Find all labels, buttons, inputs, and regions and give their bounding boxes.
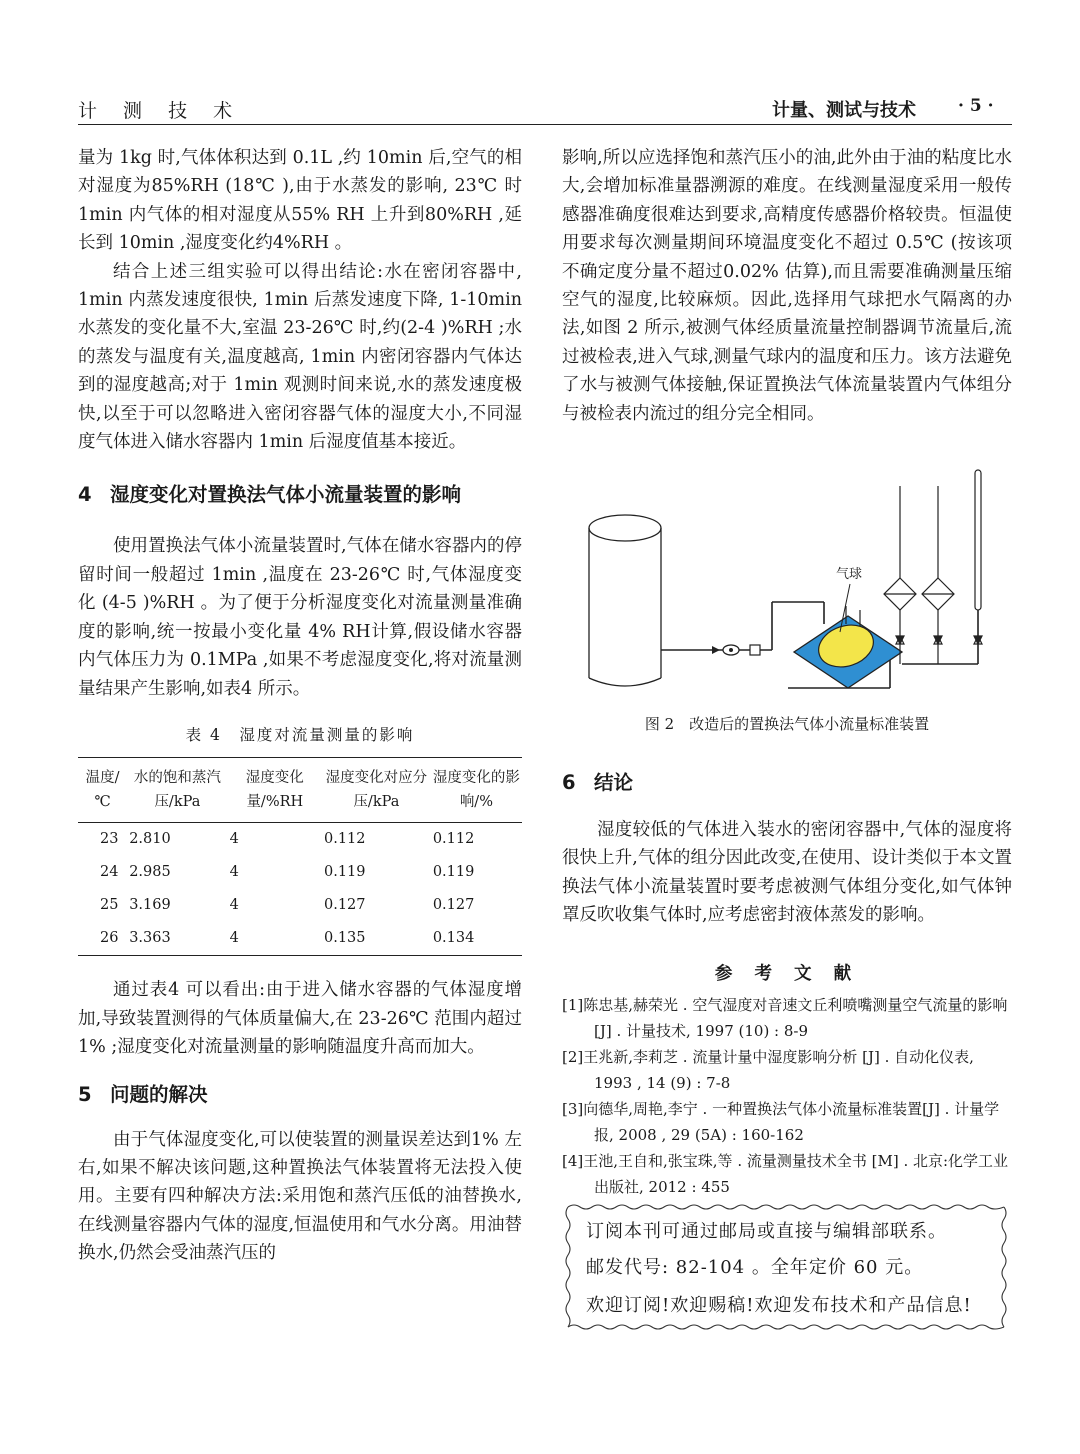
balloon-container (794, 606, 902, 688)
figure-label-balloon: 气球 (836, 567, 863, 582)
table-cell: 3.169 (129, 897, 171, 914)
table-header-cell: 湿度变化对应分压/kPa (322, 758, 431, 823)
section-heading-5 (78, 1080, 522, 1110)
references-title: 参 考 文 献 (714, 963, 860, 984)
table-cell: 26 (78, 922, 127, 956)
subscription-line: 欢迎订阅!欢迎赐稿!欢迎发布技术和产品信息! (586, 1295, 972, 1316)
table-header-cell: 水的饱和蒸汽压/kPa (127, 758, 227, 823)
table-cell: 4 (228, 922, 322, 956)
subscription-line: 订阅本刊可通过邮局或直接与编辑部联系。 (586, 1221, 947, 1242)
table-row (78, 856, 522, 889)
section-title: 问题的解决 (110, 1082, 208, 1106)
table-cell: 0.119 (432, 864, 475, 881)
table-caption: 表 4 湿度对流量测量的影响 (185, 725, 415, 744)
table-header-row (78, 758, 522, 823)
table-cell: 4 (229, 864, 239, 881)
section-title: 结论 (594, 771, 634, 794)
right-column-top (562, 144, 1012, 428)
section-title: 湿度变化对置换法气体小流量装置的影响 (110, 483, 462, 507)
subscription-box (564, 1203, 1008, 1331)
reference-item: [2]王兆新,李莉芝 . 流量计量中湿度影响分析 [J] . 自动化仪表, 1993 , 14 (9) : 7-8 (562, 1048, 974, 1093)
table-cell: 2.985 (129, 864, 171, 881)
thermometer (975, 470, 981, 610)
paragraph: 通过表4 可以看出:由于进入储水容器的气体湿度增加,导致装置测得的气体质量偏大,在 23-26℃ 范围内超过 1% ;湿度变化对流量测量的影响随温度升高而加大。 (78, 980, 522, 1058)
table-cell: 0.127 (432, 897, 475, 914)
paragraph: 使用置换法气体小流量装置时,气体在储水容器内的停留时间一般超过 1min ,温度在 23-26℃ 时,气体湿度变化 (4-5 )%RH 。为了便于分析湿度变化对流量测量准确度的影响,统一按最小变化量 4% RH计算,假设储水容器内气体压力为 0.1MPa ,如果不考虑湿度变化,将对流量测量结果产生影响,如表4 所示。 (78, 536, 522, 699)
left-column (78, 144, 522, 1268)
section-number: 4 (78, 483, 92, 507)
pressure-gauges (884, 486, 982, 664)
table-row (78, 889, 522, 922)
paragraph: 量为 1kg 时,气体体积达到 0.1L ,约 10min 后,空气的相对湿度为85%RH (18℃ ),由于水蒸发的影响, 23℃ 时 1min 内气体的相对湿度从55% RH 上升到80%RH ,延长到 10min ,湿度变化约4%RH 。 (78, 148, 522, 254)
table-cell: 0.127 (324, 897, 366, 914)
table-header-cell: 湿度变化的影响/% (431, 758, 522, 823)
table-cell: 3.363 (127, 922, 227, 956)
section-number: 6 (562, 771, 576, 794)
table-cell: 0.134 (431, 922, 522, 956)
table-header-cell: 温度/℃ (78, 758, 127, 823)
table-cell: 0.135 (322, 922, 431, 956)
figure-2-diagram (580, 466, 1000, 704)
table-cell: 4 (229, 897, 239, 914)
paragraph: 由于气体湿度变化,可以使装置的测量误差达到1% 左右,如果不解决该问题,这种置换法气体装置将无法投入使用。主要有四种解决方法:采用饱和蒸汽压低的油替换水,在线测量容器内气体的湿度,恒温使用和气水分离。用油替换水,仍然会受油蒸汽压的 (78, 1129, 522, 1264)
figure-caption: 图 2 改造后的置换法气体小流量标准装置 (644, 715, 930, 733)
subscription-line: 邮发代号: 82-104 。全年定价 60 元。 (586, 1257, 924, 1278)
water-tank (589, 515, 661, 686)
paragraph: 影响,所以应选择饱和蒸汽压小的油,此外由于油的粘度比水大,会增加标准量器溯源的难度。在线测量湿度采用一般传感器准确度很难达到要求,高精度传感器价格较贵。恒温使用要求每次测量期间环境温度变化不超过 0.5℃ (按该项不确定度分量不超过0.02% 估算),而且需要准确测量压缩空气的湿度,比较麻烦。因此,选择用气球把水气隔离的办法,如图 2 所示,被测气体经质量流量控制器调节流量后,流过被检表,进入气球,测量气球内的温度和压力。该方法避免了水与被测气体接触,保证置换法气体流量装置内气体组分与被检表内流过的组分完全相同。 (562, 148, 1012, 424)
table-cell: 25 (100, 897, 119, 914)
references-list (562, 992, 1012, 1200)
paragraph: 湿度较低的气体进入装水的密闭容器中,气体的湿度将很快上升,气体的组分因此改变,在使用、设计类似于本文置换法气体小流量装置时要考虑被测气体组分变化,如气体钟罩反吹收集气体时,应考虑密封液体蒸发的影响。 (562, 820, 1012, 926)
table-cell: 0.119 (324, 864, 366, 881)
table-body (78, 823, 522, 956)
table-row (78, 922, 522, 956)
reference-item: [1]陈忠基,赫荣光 . 空气湿度对音速文丘利喷嘴测量空气流量的影响 [J] . 计量技术, 1997 (10) : 8-9 (562, 996, 1008, 1041)
page-number: · 5 · (958, 96, 994, 116)
reference-item: [3]向德华,周艳,李宁 . 一种置换法气体小流量标准装置[J] . 计量学报, 2008 , 29 (5A) : 160-162 (562, 1100, 1000, 1145)
right-column-bottom (562, 768, 1012, 1200)
table-row (78, 823, 522, 857)
reference-item: [4]王池,王自和,张宝珠,等 . 流量测量技术全书 [M] . 北京:化学工业出版社, 2012 : 455 (562, 1152, 1009, 1197)
paragraph: 结合上述三组实验可以得出结论:水在密闭容器中, 1min 内蒸发速度很快, 1min 后蒸发速度下降, 1-10min 水蒸发的变化量不大,室温 23-26℃ 时,约(2-4 )%RH ;水的蒸发与温度有关,温度越高, 1min 内密闭容器内气体达到的湿度越高;对于 1min 观测时间来说,水的蒸发速度极快,以至于可以忽略进入密闭容器气体的湿度大小,不同湿度气体进入储水容器内 1min 后湿度值基本接近。 (78, 261, 522, 453)
section-number: 5 (78, 1082, 92, 1106)
section-heading-4 (78, 480, 522, 510)
table-cell: 23 (100, 831, 119, 848)
header-rule (78, 124, 1012, 125)
table-cell: 0.112 (432, 831, 475, 848)
table-cell: 4 (229, 831, 239, 848)
table-cell: 2.810 (129, 831, 171, 848)
table-4 (78, 757, 522, 956)
table-header-cell: 湿度变化量/%RH (228, 758, 322, 823)
section-title: 计量、测试与技术 (772, 100, 916, 121)
flow-controller (712, 645, 760, 655)
journal-name: 计 测 技 术 (78, 100, 243, 122)
section-heading-6 (562, 768, 1012, 798)
table-cell: 0.112 (324, 831, 366, 848)
table-cell: 24 (100, 864, 119, 881)
